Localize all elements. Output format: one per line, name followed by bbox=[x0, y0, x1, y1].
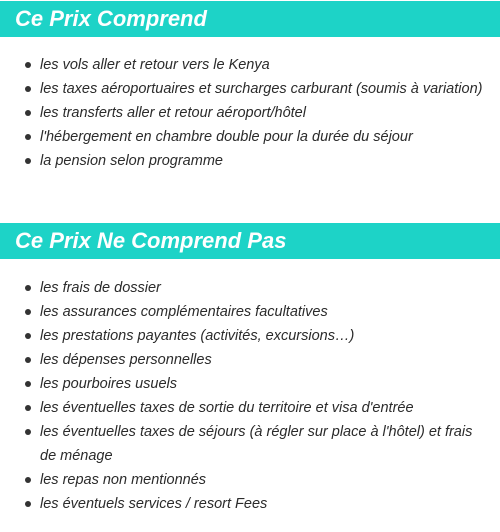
bullet-icon bbox=[25, 285, 31, 291]
list-item-text: les assurances complémentaires facultatives bbox=[40, 304, 328, 320]
list-item-text: les éventuelles taxes de séjours (à régler sur place à l'hôtel) et frais de ménage bbox=[40, 424, 473, 464]
bullet-icon bbox=[25, 429, 31, 435]
bullet-icon bbox=[25, 381, 31, 387]
list-item bbox=[0, 101, 500, 125]
list-item-text: les pourboires usuels bbox=[40, 376, 178, 392]
list-item-text: les taxes aéroportuaires et surcharges carburant (soumis à variation) bbox=[40, 81, 483, 97]
list-item-text: l'hébergement en chambre double pour la durée du séjour bbox=[40, 129, 413, 145]
list-item-text: les transferts aller et retour aéroport/hôtel bbox=[40, 105, 306, 121]
list-item bbox=[0, 348, 500, 372]
list-item bbox=[0, 125, 500, 149]
list-item-text: les éventuelles taxes de sortie du territoire et visa d'entrée bbox=[40, 400, 414, 416]
bullet-icon bbox=[25, 405, 31, 411]
list-item-text: la pension selon programme bbox=[40, 153, 223, 169]
list-item bbox=[0, 396, 500, 420]
bullet-icon bbox=[25, 62, 31, 68]
list-item bbox=[0, 149, 500, 173]
list-item bbox=[0, 492, 500, 516]
bullet-icon bbox=[25, 477, 31, 483]
includes-list bbox=[0, 53, 500, 173]
bullet-icon bbox=[25, 110, 31, 116]
bullet-icon bbox=[25, 501, 31, 507]
excludes-list bbox=[0, 276, 500, 516]
list-item bbox=[0, 468, 500, 492]
bullet-icon bbox=[25, 309, 31, 315]
bullet-icon bbox=[25, 86, 31, 92]
bullet-icon bbox=[25, 333, 31, 339]
list-item-text: les prestations payantes (activités, excursions…) bbox=[40, 328, 355, 344]
list-item-text: les repas non mentionnés bbox=[40, 472, 207, 488]
list-item bbox=[0, 77, 500, 101]
includes-section-title: Ce Prix Comprend bbox=[0, 1, 500, 37]
list-item bbox=[0, 372, 500, 396]
list-item bbox=[0, 420, 500, 468]
list-item bbox=[0, 276, 500, 300]
list-item-text: les éventuels services / resort Fees bbox=[40, 496, 268, 512]
list-item bbox=[0, 53, 500, 77]
list-item-text: les frais de dossier bbox=[40, 280, 161, 296]
list-item bbox=[0, 300, 500, 324]
excludes-section-title: Ce Prix Ne Comprend Pas bbox=[0, 223, 500, 259]
bullet-icon bbox=[25, 158, 31, 164]
list-item bbox=[0, 324, 500, 348]
bullet-icon bbox=[25, 134, 31, 140]
bullet-icon bbox=[25, 357, 31, 363]
list-item-text: les dépenses personnelles bbox=[40, 352, 212, 368]
list-item-text: les vols aller et retour vers le Kenya bbox=[40, 57, 270, 73]
